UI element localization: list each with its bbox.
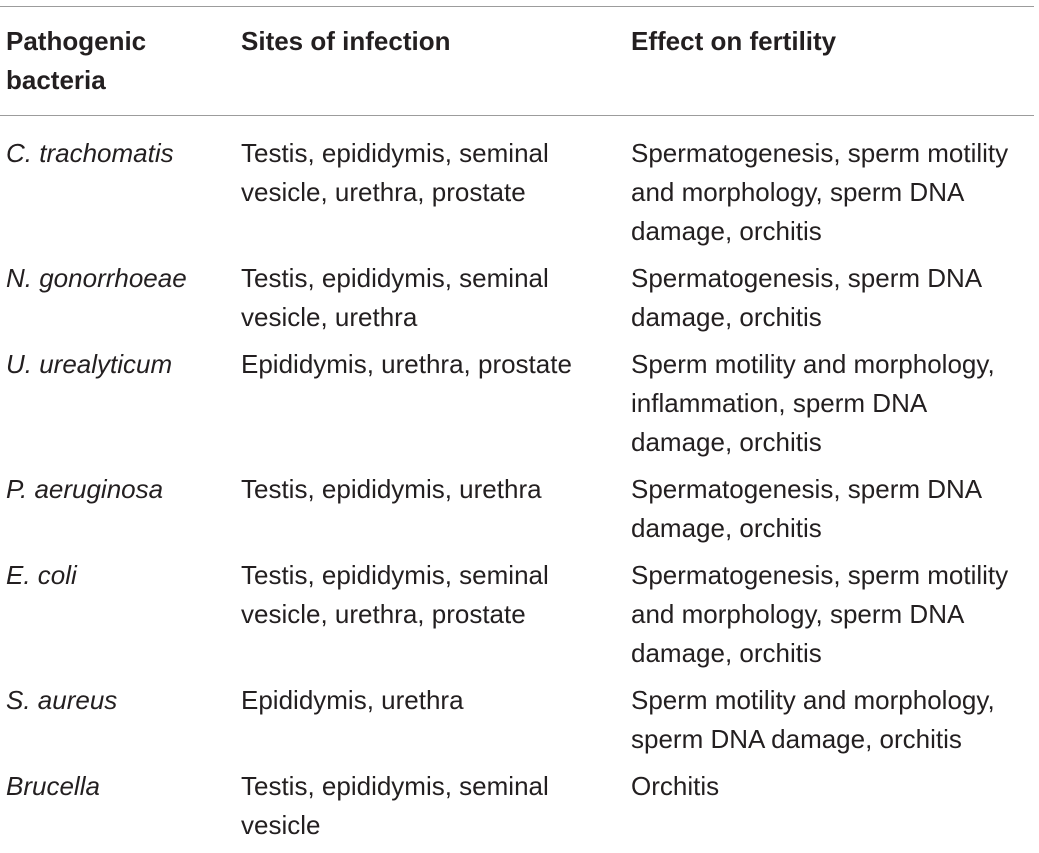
- sites-cell: Epididymis, urethra: [241, 685, 464, 715]
- header-pathogenic-bacteria: Pathogenic bacteria: [6, 26, 147, 95]
- sites-cell: Testis, epididymis, urethra: [241, 474, 542, 504]
- effect-cell: Spermatogenesis, sperm DNA damage, orchitis: [631, 474, 981, 543]
- effect-cell: Spermatogenesis, sperm DNA damage, orchitis: [631, 263, 981, 332]
- bacteria-cell: P. aeruginosa: [6, 474, 164, 504]
- table-row: [0, 556, 1034, 681]
- header-sites-of-infection: Sites of infection: [241, 26, 451, 56]
- bacteria-cell: Brucella: [6, 771, 100, 801]
- bacteria-cell: U. urealyticum: [6, 349, 173, 379]
- table-row: [0, 100, 1034, 259]
- table-row: [0, 345, 1034, 470]
- effect-cell: Orchitis: [631, 771, 720, 801]
- bacteria-cell: E. coli: [6, 560, 77, 590]
- header-effect-on-fertility: Effect on fertility: [631, 26, 837, 56]
- effect-cell: Spermatogenesis, sperm motility and morphology, sperm DNA damage, orchitis: [631, 560, 1009, 668]
- sites-cell: Testis, epididymis, seminal vesicle, urethra, prostate: [241, 560, 549, 629]
- sites-cell: Testis, epididymis, seminal vesicle: [241, 771, 549, 840]
- table-header-row: [0, 0, 1034, 100]
- sites-cell: Epididymis, urethra, prostate: [241, 349, 572, 379]
- table-row: [0, 767, 1034, 853]
- effect-cell: Spermatogenesis, sperm motility and morphology, sperm DNA damage, orchitis: [631, 138, 1009, 246]
- table-row: [0, 681, 1034, 767]
- effect-cell: Sperm motility and morphology, sperm DNA damage, orchitis: [631, 685, 995, 754]
- sites-cell: Testis, epididymis, seminal vesicle, urethra: [241, 263, 549, 332]
- effect-cell: Sperm motility and morphology, inflammation, sperm DNA damage, orchitis: [631, 349, 995, 457]
- table-row: [0, 259, 1034, 345]
- table-row: [0, 470, 1034, 556]
- bacteria-cell: S. aureus: [6, 685, 118, 715]
- sites-cell: Testis, epididymis, seminal vesicle, urethra, prostate: [241, 138, 549, 207]
- bacteria-cell: C. trachomatis: [6, 138, 174, 168]
- bacteria-cell: N. gonorrhoeae: [6, 263, 187, 293]
